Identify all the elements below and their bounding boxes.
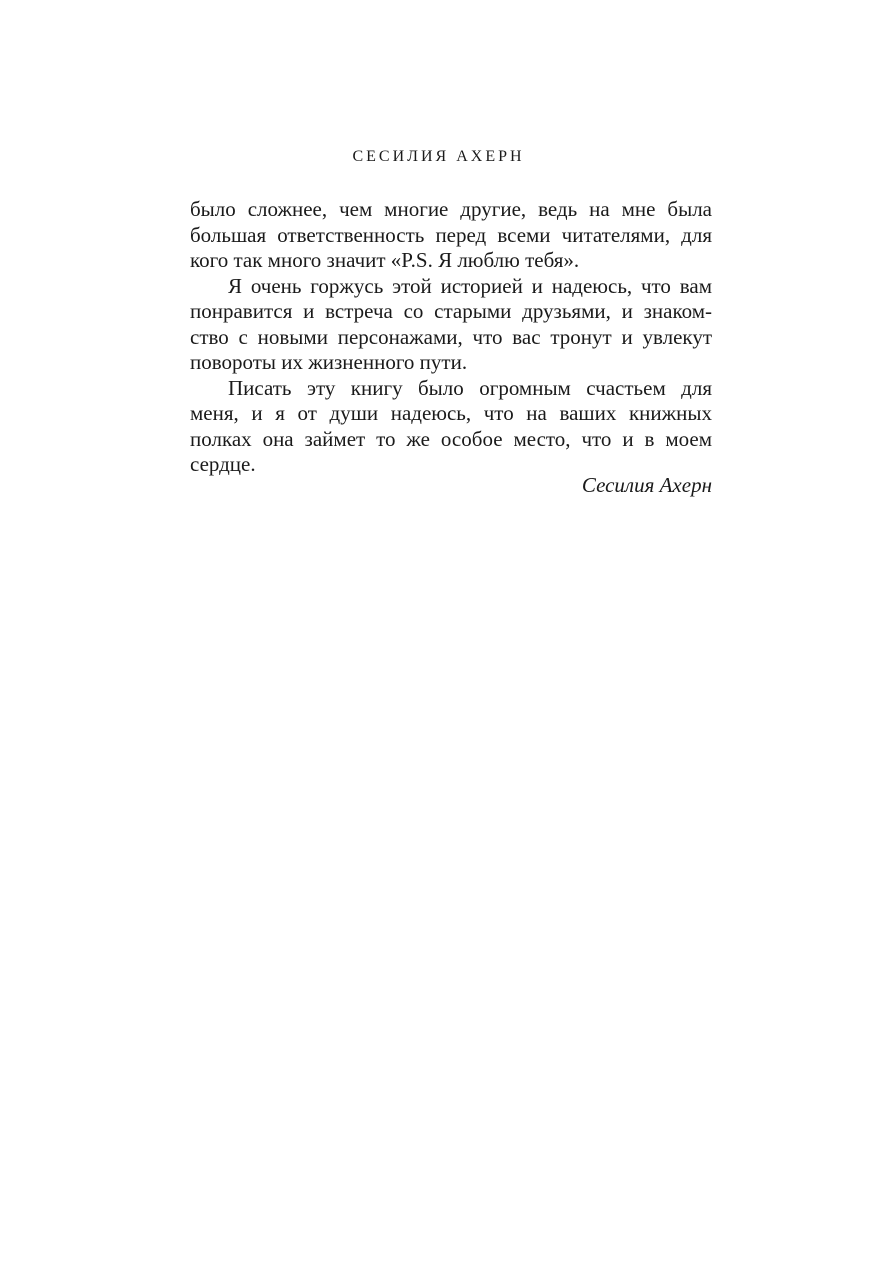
text-line: понравится и встреча со старыми друзьями, и знаком- bbox=[190, 299, 712, 323]
text-line: Писать эту книгу было огромным счастьем для bbox=[228, 375, 712, 400]
text-line: меня, и я от души надеюсь, что на ваших книжных bbox=[190, 401, 712, 425]
running-head: СЕСИЛИЯ АХЕРН bbox=[352, 148, 525, 165]
text-line: кого так много значит «P.S. Я люблю тебя». bbox=[190, 248, 580, 272]
paragraph-1 bbox=[190, 197, 712, 274]
text-line: ство с новыми персонажами, что вас тронут и увлекут bbox=[190, 324, 712, 349]
text-line: сердце. bbox=[190, 452, 256, 476]
body-text bbox=[190, 197, 712, 478]
text-line: большая ответственность перед всеми читателями, для bbox=[190, 222, 712, 247]
text-line: полках она займет то же особое место, что и в моем bbox=[190, 426, 712, 451]
text-line: Я очень горжусь этой историей и надеюсь, что вам bbox=[228, 273, 712, 298]
text-line: было сложнее, чем многие другие, ведь на мне была bbox=[190, 197, 712, 221]
paragraph-3 bbox=[190, 376, 712, 478]
text-line: повороты их жизненного пути. bbox=[190, 350, 468, 374]
paragraph-2 bbox=[190, 274, 712, 376]
author-signature: Сесилия Ахерн bbox=[581, 473, 712, 497]
